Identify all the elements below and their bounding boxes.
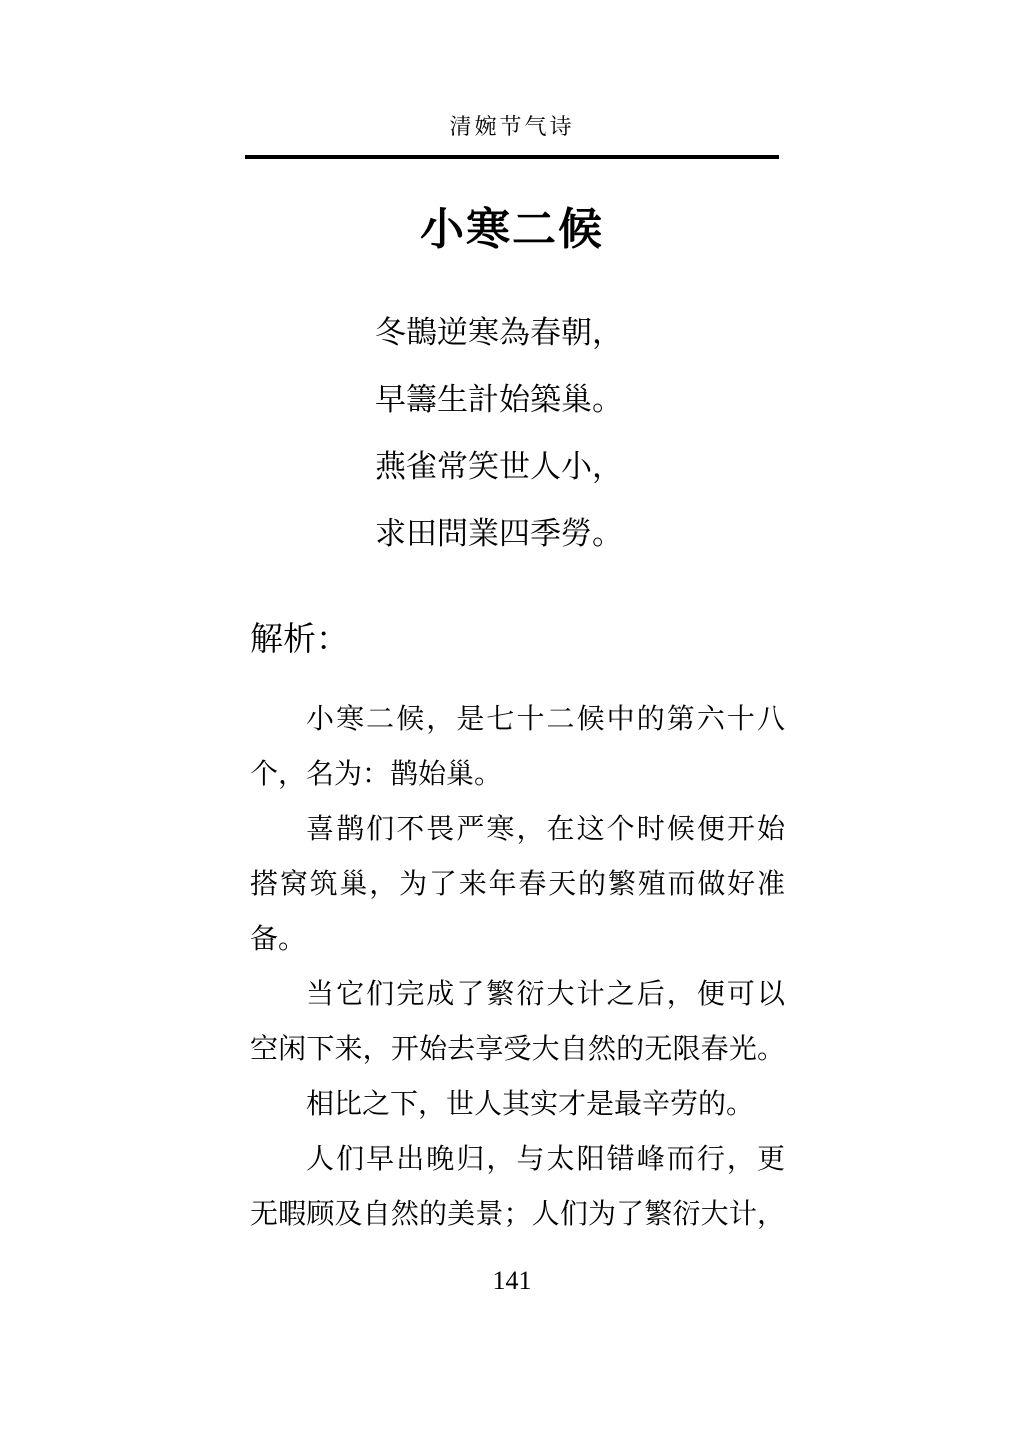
poem-line: 求田問業四季勞。: [375, 516, 623, 551]
poem: [375, 299, 1024, 567]
analysis-paragraph: [250, 967, 785, 1077]
header-rule: [245, 155, 779, 159]
poem-line: 冬鵲逆寒為春朝，: [375, 315, 623, 350]
analysis-line: 备。: [250, 924, 307, 955]
analysis-line: 搭窝筑巢，为了来年春天的繁殖而做好准: [250, 869, 785, 900]
analysis-line: 相比之下，世人其实才是最辛劳的。: [306, 1089, 755, 1120]
analysis-line: 空闲下来，开始去享受大自然的无限春光。: [250, 1034, 785, 1065]
page-number: 141: [492, 1266, 532, 1295]
analysis-heading: 解析：: [250, 622, 349, 658]
analysis-paragraph: [250, 802, 785, 967]
analysis-line: 喜鹊们不畏严寒，在这个时候便开始: [306, 814, 785, 845]
analysis-line: 小寒二候，是七十二候中的第六十八: [306, 704, 785, 735]
analysis-line: 个，名为：鹊始巢。: [250, 759, 503, 790]
page-title: 小寒二候: [420, 205, 604, 254]
analysis-line: 无暇顾及自然的美景；人们为了繁衍大计，: [250, 1199, 785, 1230]
analysis-paragraph: [250, 1077, 785, 1132]
analysis-line: 人们早出晚归，与太阳错峰而行，更: [306, 1144, 785, 1175]
analysis-paragraph: [250, 692, 785, 802]
poem-line: 早籌生計始築巢。: [375, 382, 623, 417]
poem-line: 燕雀常笑世人小，: [375, 449, 623, 484]
analysis-line: 当它们完成了繁衍大计之后，便可以: [306, 979, 785, 1010]
analysis-body: [250, 692, 785, 1242]
running-header: 清婉节气诗: [449, 114, 575, 139]
analysis-paragraph: [250, 1132, 785, 1242]
